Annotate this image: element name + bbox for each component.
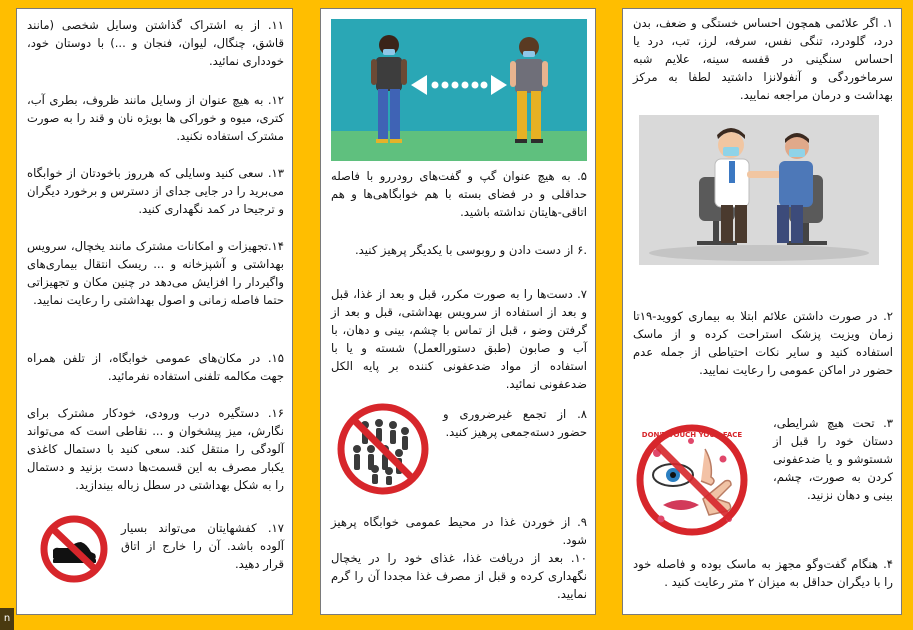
panel-left	[16, 8, 293, 615]
tip-16: ۱۶. دستگیره درب ورودی، خودکار مشترک برای نگارش، میز پیشخوان و ... نقاطی است که می‌تواند آلودگی را منتقل کند. سعی کنید با دستمال کاغذی یکبار مصرف به این قسمت‌ها دست بزنید و دستمال را به شکل بهداشتی در سطل زباله بیندازید.	[27, 406, 284, 492]
tip-5: ۵. به هیچ عنوان گپ و گفت‌های رودررو با فاصله حداقلی و در فضای بسته با هم خوابگاهی‌ها و هم اتاقی-هایتان نداشته باشید.	[331, 169, 587, 219]
tip-15: ۱۵. در مکان‌های عمومی خوابگاه، از تلفن همراه جهت مکالمه تلفنی استفاده نفرمائید.	[27, 351, 284, 383]
tip-3: ۳. تحت هیچ شرایطی، دستان خود را قبل از شستوشو و یا ضدعفونی کردن به صورت، چشم، بینی و دهان نزنید.	[773, 416, 893, 502]
dont-touch-face-icon	[631, 419, 753, 541]
corner-badge: n	[0, 608, 14, 630]
social-distancing-illustration	[331, 19, 587, 161]
tip-4: ۴. هنگام گفت‌وگو مجهز به ماسک بوده و فاصله خود را با دیگران حداقل به میزان ۲ متر رعایت کنید .	[633, 557, 893, 589]
tip-9: ۹. از خوردن غذا در محیط عمومی خوابگاه پرهیز شود.	[331, 515, 587, 547]
tip-2: ۲. در صورت داشتن علائم ابتلا به بیماری کووید-۱۹تا زمان ویزیت پزشک استراحت کرده و از ماسک استفاده کنید و سایر نکات احتیاطی از جمله عدم حضور در اماکن عمومی را رعایت نمایید.	[633, 309, 893, 377]
panel-right	[622, 8, 902, 615]
tip-8: ۸. از تجمع غیرضروری و حضور دسته‌جمعی پرهیز کنید.	[443, 407, 587, 439]
tip-14: ۱۴.تجهیزات و امکانات مشترک مانند یخچال، سرویس بهداشتی و آشپزخانه و ... ریسک انتقال بیماری‌های واگیردار را افزایش می‌دهد در چنین مکان و تجهیزاتی حتما فاصله زمانی و اصول بهداشتی را رعایت نمایید.	[27, 239, 284, 307]
tip-6: .۶ از دست دادن و روبوسی با یکدیگر پرهیز کنید.	[354, 243, 587, 257]
tip-10: ۱۰. بعد از دریافت غذا، غذای خود را در یخچال نگهداری کرده و قبل از مصرف غذا مجددا آن را گرم نمایید.	[331, 551, 587, 601]
no-shoes-icon	[39, 514, 109, 584]
tip-17: ۱۷. کفشهایتان می‌تواند بسیار آلوده باشد. آن را خارج از اتاق قرار دهید.	[121, 521, 284, 571]
no-gathering-icon	[335, 401, 431, 497]
doctor-visit-illustration	[639, 115, 879, 265]
tip-12: ۱۲. به هیچ عنوان از وسایل مانند ظروف، بطری آب، کتری، میوه و خوراکی ها بویژه نان و قند را به صورت مشترک استفاده نکنید.	[27, 93, 284, 143]
sign-banner-text: DON'T TOUCH YOUR FACE	[641, 431, 743, 439]
tip-7: ۷. دست‌ها را به صورت مکرر، قبل و بعد از غذا، قبل و بعد از استفاده از سرویس بهداشتی، قبل و بعد از گرفتن وضو ، قبل از تماس با چشم، بینی و دهان، با آب و صابون (طبق دستورالعمل) شسته و یا با استفاده از مواد ضدعفونی کننده بر پایه الکل ضدعفونی نمائید.	[331, 287, 587, 391]
panel-middle	[320, 8, 596, 615]
tip-11: ۱۱. از به اشتراک گذاشتن وسایل شخصی (مانند قاشق، چنگال، لیوان، فنجان و ...) با دوستان خود، خودداری نمائید.	[27, 18, 284, 68]
tip-1: ۱. اگر علائمی همچون احساس خستگی و ضعف، بدن درد، گلودرد، تنگی نفس، سرفه، لرز، تب، درد یا احساس سنگینی در قفسه سینه، علایم شبه سرماخوردگی و آنفولانزا داشتید لطفا به مرکز بهداشت و درمان مراجعه نمایید.	[633, 16, 893, 102]
tip-13: ۱۳. سعی کنید وسایلی که هرروز باخودتان از خوابگاه می‌برید را در جایی جدای از دسترس و برخورد دیگران و ترجیحا در کمد نگهداری کنید.	[27, 166, 284, 216]
